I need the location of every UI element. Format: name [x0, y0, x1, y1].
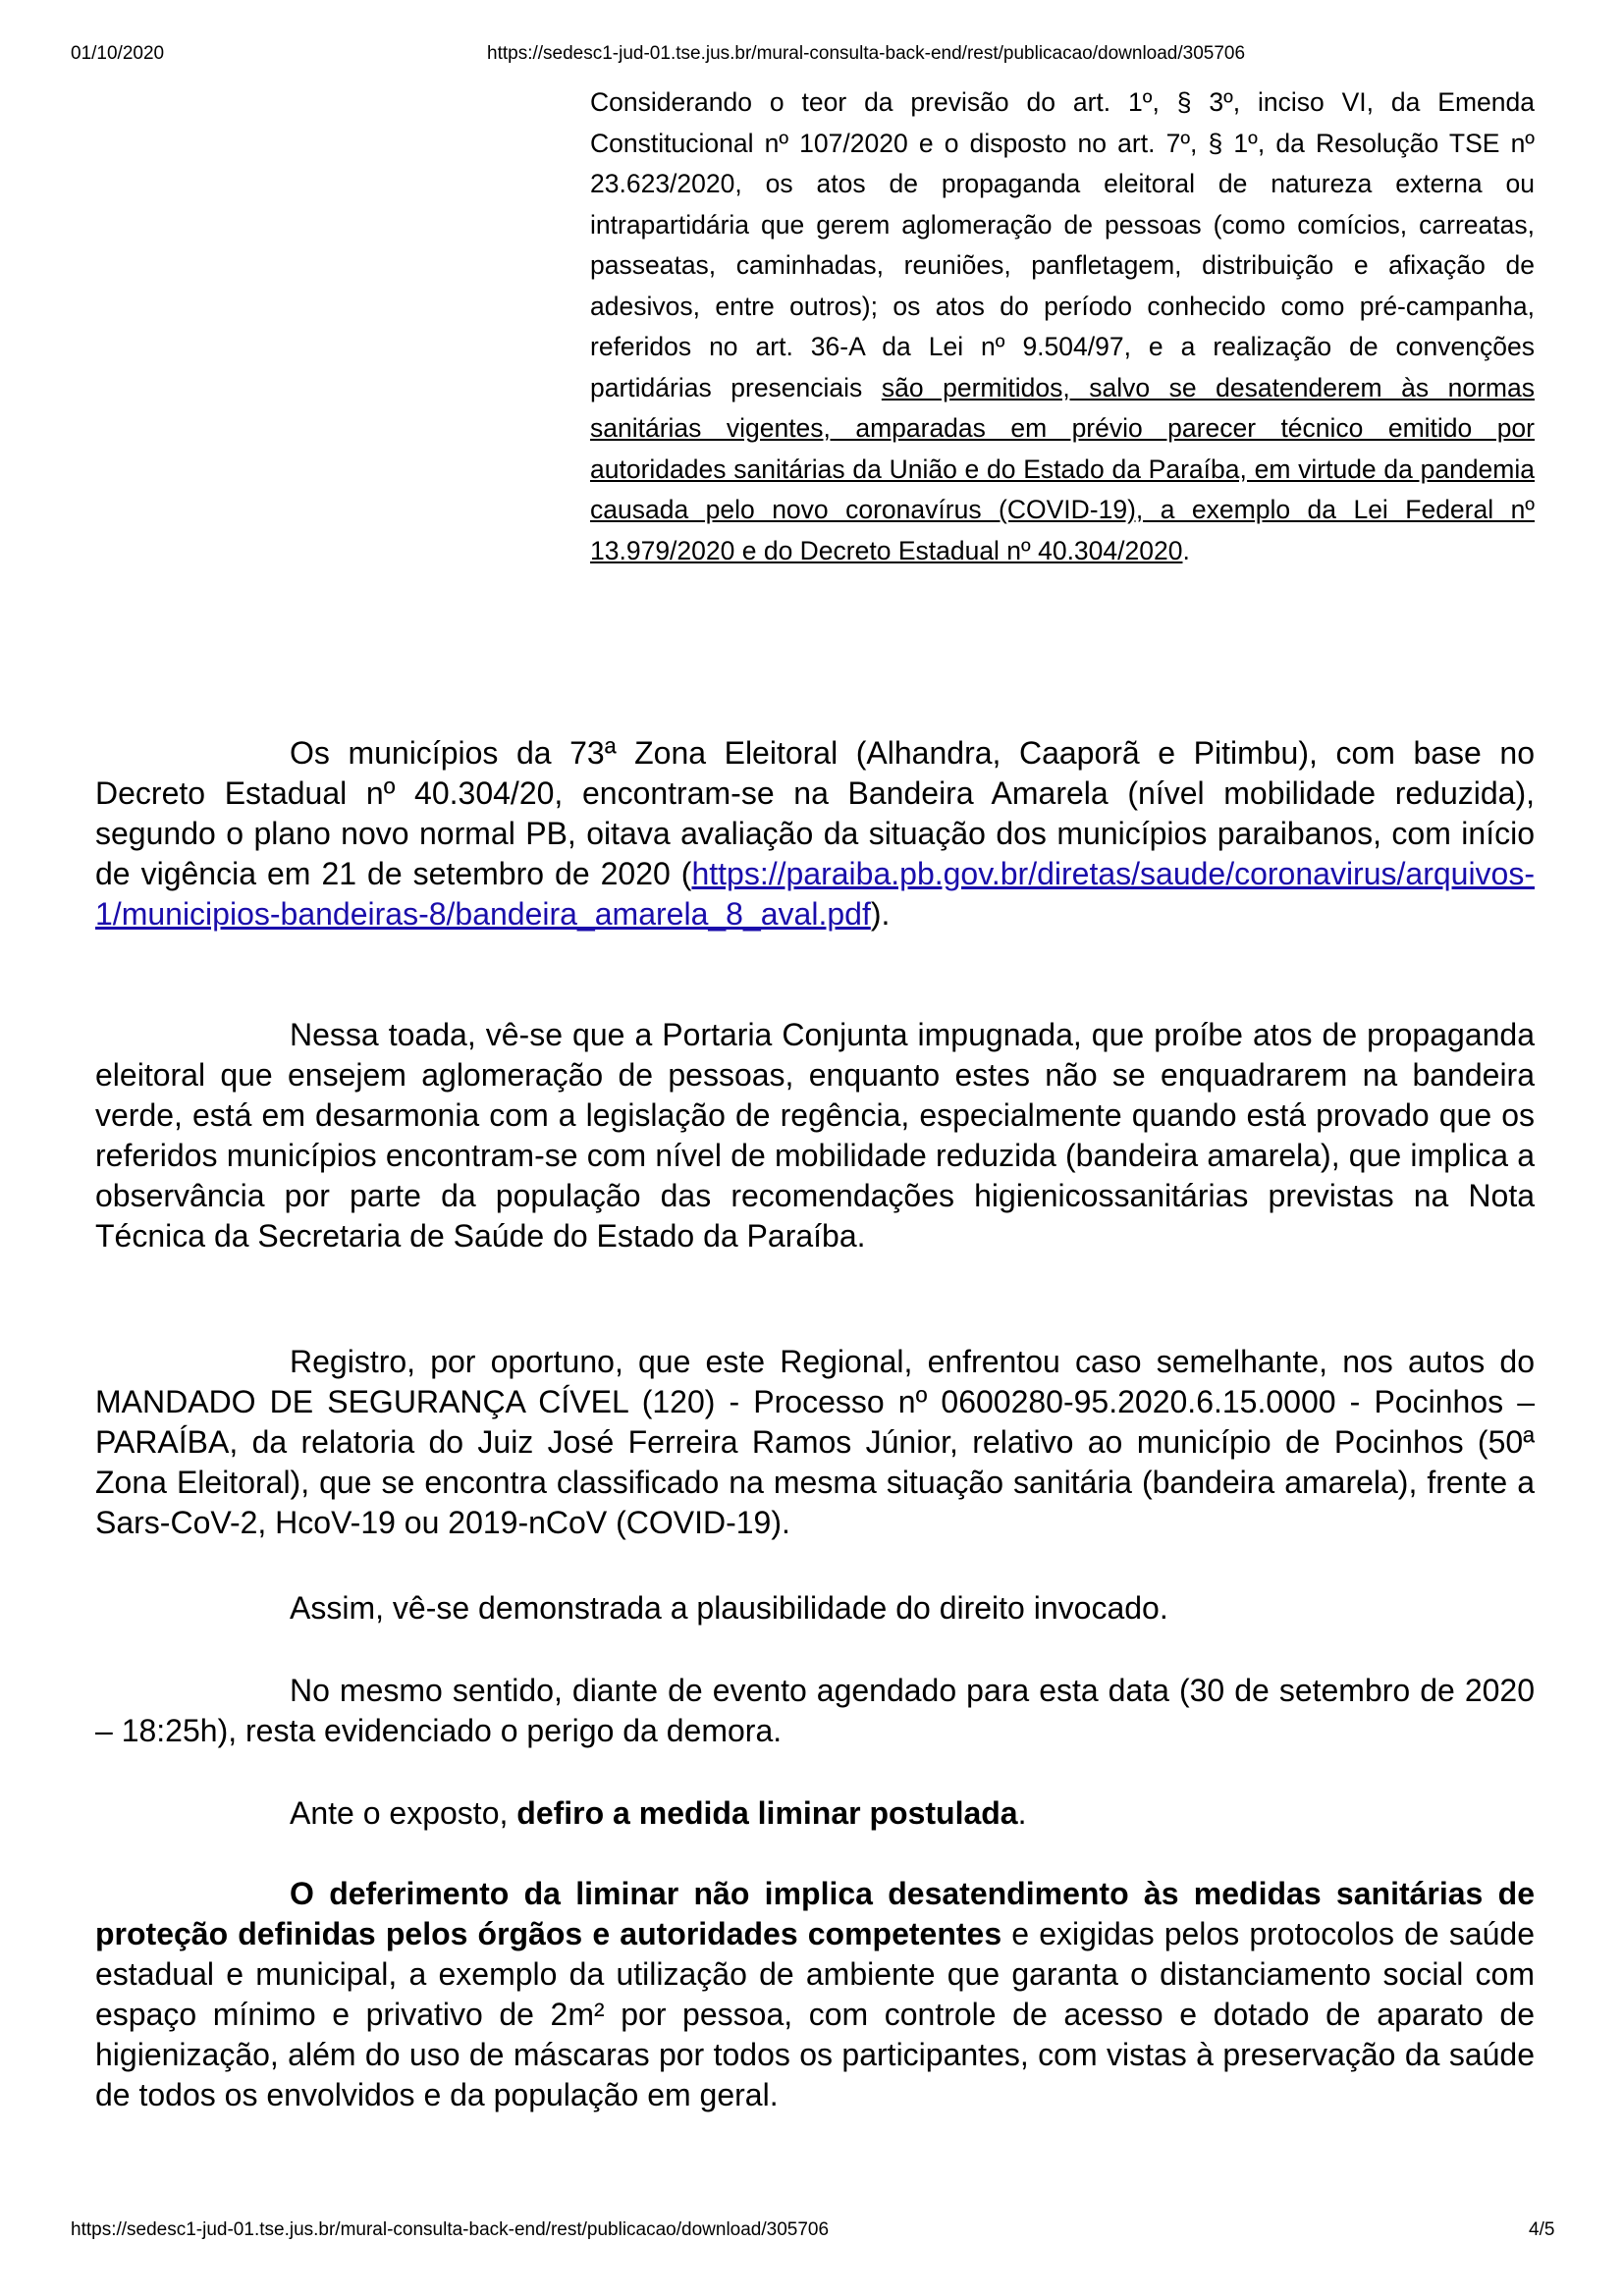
paragraph-urgency — [95, 1671, 1535, 1751]
decision-bold-text: defiro a medida liminar postulada — [516, 1795, 1018, 1831]
paragraph-municipalities — [95, 733, 1535, 934]
paragraph-text: Registro, por oportuno, que este Regional, enfrentou caso semelhante, nos autos do MANDADO DE SEGURANÇA CÍVEL (120) - Processo nº 0600280-95.2020.6.15.0000 - Pocinhos – PARAÍBA, da relatoria do Juiz José Ferreira Ramos Júnior, relativo ao município de Pocinhos (50ª Zona Eleitoral), que se encontra classificado na mesma situação sanitária (bandeira amarela), frente a Sars-CoV-2, HcoV-19 ou 2019-nCoV (COVID-19). — [95, 1344, 1535, 1540]
sanitary-bold-text: O deferimento da liminar não implica desatendimento às medidas sanitárias de proteção definidas pelos órgãos e autoridades competentes — [95, 1876, 1535, 1951]
paragraph-text: Assim, vê-se demonstrada a plausibilidade do direito invocado. — [290, 1590, 1168, 1626]
paragraph-text: Nessa toada, vê-se que a Portaria Conjunta impugnada, que proíbe atos de propaganda eleitoral que ensejem aglomeração de pessoas, enquanto estes não se enquadrarem na bandeira verde, está em desarmonia com a legislação de regência, especialmente quando está provado que os referidos municípios encontram-se com nível de mobilidade reduzida (bandeira amarela), que implica a observância por parte da população das recomendações higienicossanitárias previstas na Nota Técnica da Secretaria de Saúde do Estado da Paraíba. — [95, 1017, 1535, 1254]
paragraph-end: . — [1017, 1795, 1027, 1831]
paragraph-text: No mesmo sentido, diante de evento agendado para esta data (30 de setembro de 2020 – 18:25h), resta evidenciado o perigo da demora. — [95, 1673, 1535, 1748]
quote-underlined-text: são permitidos, salvo se desatenderem às normas sanitárias vigentes, amparadas em prévio parecer técnico emitido por autoridades sanitárias da União e do Estado da Paraíba, em virtude da pandemia causada pelo novo coronavírus (COVID-19), a exemplo da Lei Federal nº 13.979/2020 e do Decreto Estadual nº 40.304/2020 — [590, 372, 1535, 565]
paragraph-sanitary-measures — [95, 1874, 1535, 2115]
paragraph-plausibility — [95, 1588, 1535, 1629]
footer-url: https://sedesc1-jud-01.tse.jus.br/mural-consulta-back-end/rest/publicacao/download/305706 — [71, 2219, 830, 2240]
paragraph-end: ). — [870, 896, 891, 932]
paragraph-text: Os municípios da 73ª Zona Eleitoral (Alhandra, Caaporã e Pitimbu), com base no Decreto Estadual nº 40.304/20, encontram-se na Bandeira Amarela (nível mobilidade reduzida), segundo o plano novo normal PB, oitava avaliação da situação dos municípios paraibanos, com início de vigência em 21 de setembro de 2020 ( — [95, 735, 1535, 891]
paragraph-text: e exigidas pelos protocolos de saúde estadual e municipal, a exemplo da utilização de ambiente que garanta o distanciamento social com espaço mínimo e privativo de 2m² por pessoa, com controle de acesso e dotado de aparato de higienização, além do uso de máscaras por todos os participantes, com vistas à preservação da saúde de todos os envolvidos e da população em geral. — [95, 1916, 1536, 2112]
paragraph-portaria — [95, 1015, 1535, 1256]
quote-end: . — [1182, 535, 1190, 565]
quoted-resolution — [590, 82, 1535, 571]
page-number: 4/5 — [1529, 2219, 1555, 2240]
header-date: 01/10/2020 — [71, 43, 165, 64]
paragraph-precedent — [95, 1342, 1535, 1543]
paragraph-decision — [95, 1793, 1535, 1834]
header-url: https://sedesc1-jud-01.tse.jus.br/mural-consulta-back-end/rest/publicacao/download/305706 — [487, 43, 1246, 64]
quote-text: Considerando o teor da previsão do art. 1º, § 3º, inciso VI, da Emenda Constitucional nº 107/2020 e o disposto no art. 7º, § 1º, da Resolução TSE nº 23.623/2020, os atos de propaganda eleitoral de natureza externa ou intrapartidária que gerem aglomeração de pessoas (como comícios, carreatas, passeatas, caminhadas, reuniões, panfletagem, distribuição e afixação de adesivos, entre outros); os atos do período conhecido como pré-campanha, referidos no art. 36-A da Lei nº 9.504/97, e a realização de convenções partidárias presenciais — [590, 87, 1535, 402]
paragraph-text: Ante o exposto, — [290, 1795, 517, 1831]
bandeira-amarela-link[interactable]: https://paraiba.pb.gov.br/diretas/saude/coronavirus/arquivos-1/municipios-bandeiras-8/bandeira_amarela_8_aval.pdf — [95, 856, 1535, 932]
